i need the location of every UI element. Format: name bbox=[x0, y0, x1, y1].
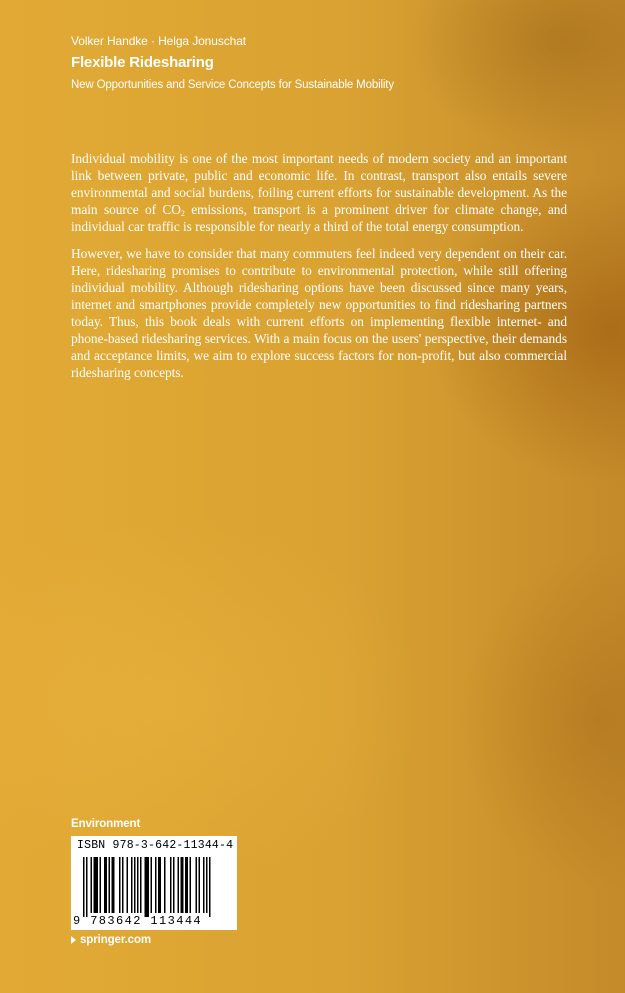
barcode-bar bbox=[155, 857, 157, 913]
authors: Volker Handke · Helga Jonuschat bbox=[71, 34, 247, 48]
isbn-label: ISBN 978-3-642-11344-4 bbox=[77, 839, 234, 852]
publisher-url: springer.com bbox=[80, 934, 152, 946]
barcode-bar bbox=[119, 857, 121, 913]
barcode-bar bbox=[131, 857, 133, 913]
barcode-bar bbox=[112, 857, 115, 913]
blurb-paragraph-1 bbox=[71, 150, 567, 235]
barcode-bar bbox=[199, 857, 201, 913]
barcode-bar bbox=[170, 857, 172, 913]
barcode-bar bbox=[86, 857, 88, 917]
barcode-bar bbox=[91, 857, 93, 913]
barcode-bar bbox=[127, 857, 129, 913]
isbn-barcode bbox=[71, 836, 237, 930]
barcode-bar bbox=[100, 857, 102, 913]
barcode-bar bbox=[206, 857, 208, 913]
barcode-bar bbox=[137, 857, 139, 913]
barcode-bar bbox=[190, 857, 192, 913]
barcode-bar bbox=[145, 857, 150, 917]
barcode-bar bbox=[173, 857, 175, 913]
barcode-bar bbox=[209, 857, 211, 917]
publisher-link[interactable] bbox=[71, 934, 151, 946]
barcode-bar bbox=[104, 857, 107, 913]
barcode-bar bbox=[181, 857, 184, 913]
barcode-bar bbox=[164, 857, 166, 913]
barcode-bar bbox=[185, 857, 188, 913]
barcode-bar bbox=[203, 857, 205, 913]
barcode-bar bbox=[122, 857, 124, 913]
barcode-bar bbox=[158, 857, 161, 913]
blurb-p1-text-a: Individual mobility is one of the most important needs of modern society and an important link between private, public and economic life. In contrast, transport also entails severe environmental and social burdens, foiling current efforts for sustainable development. As the main source of CO bbox=[71, 151, 567, 217]
barcode-bar bbox=[196, 857, 198, 913]
book-title: Flexible Ridesharing bbox=[71, 54, 214, 71]
blurb-p1-text-b: emissions, transport is a prominent driver for climate change, and individual car traffic is responsible for nearly a third of the total energy consumption. bbox=[71, 202, 568, 234]
back-cover-blurb bbox=[71, 150, 567, 391]
cover-header bbox=[71, 34, 394, 92]
barcode-bar bbox=[140, 857, 142, 913]
barcode-bar bbox=[151, 857, 153, 913]
co2-subscript: 2 bbox=[180, 209, 185, 218]
book-subtitle: New Opportunities and Service Concepts for Sustainable Mobility bbox=[71, 79, 394, 91]
barcode-bar bbox=[94, 857, 99, 913]
subject-category: Environment bbox=[71, 818, 141, 830]
barcode-bar bbox=[178, 857, 180, 913]
barcode-bar bbox=[83, 857, 85, 917]
triangle-right-icon bbox=[71, 936, 76, 944]
blurb-paragraph-2: However, we have to consider that many commuters feel indeed very dependent on their car. Here, ridesharing promises to contribute to environmental protection, while still offering individual mobility. Although ridesharing options have been discussed since many years, internet and smartphones provide completely new opportunities to find ridesharing partners today. Thus, this book deals with current efforts on implementing flexible internet- and phone-based ridesharing services. With a main focus on the users' perspective, their demands and acceptance limits, we aim to explore success factors for non-profit, but also commercial ridesharing concepts. bbox=[71, 246, 567, 380]
barcode-bar bbox=[109, 857, 111, 913]
barcode-bar bbox=[134, 857, 136, 913]
ean-digits: 9 783642 113444 bbox=[73, 914, 203, 928]
